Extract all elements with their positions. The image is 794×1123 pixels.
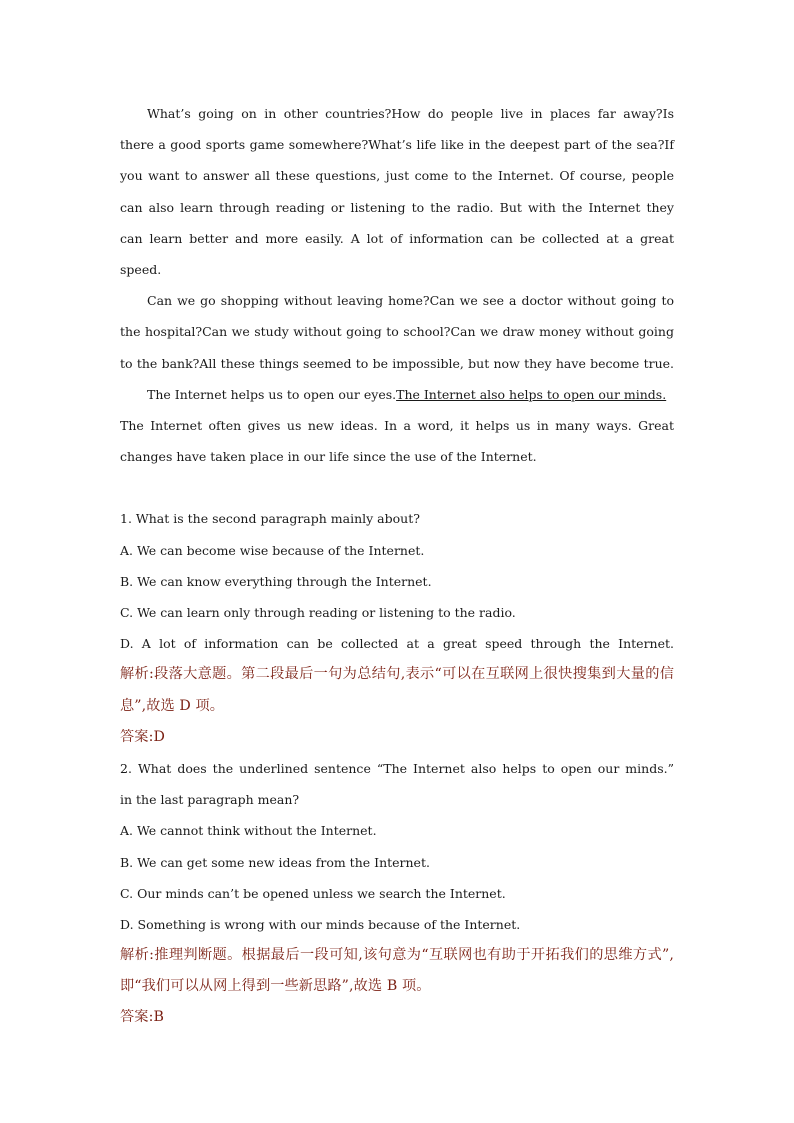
option-b: B. We can know everything through the Internet. [120,573,432,589]
question-stem: 2. What does the underlined sentence “The Internet also helps to open our minds.” [120,760,674,776]
option-d: D. A lot of information can be collected at a great speed through the Internet. [120,636,674,652]
text-line: there a good sports game somewhere?What’s life like in the deepest part of the sea?If [120,137,674,153]
text-line: the hospital?Can we study without going to school?Can we draw money without going [120,324,674,340]
option-c: C. We can learn only through reading or listening to the radio. [120,605,516,620]
option-d: D. Something is wrong with our minds because of the Internet. [120,916,521,932]
text-line: can learn better and more easily. A lot of information can be collected at a great [120,230,674,246]
passage-paragraph-1 [120,98,674,285]
option-a: A. We cannot think without the Internet. [120,823,377,839]
question-stem: in the last paragraph mean? [120,792,300,808]
analysis-text: 息”,故选 D 项。 [120,697,225,714]
analysis-text: 解析:段落大意题。第二段最后一句为总结句,表示“可以在互联网上很快搜集到大量的信 [120,666,674,683]
answer-text: 答案:D [120,728,165,745]
text-line: changes have taken place in our life since the use of the Internet. [120,449,537,465]
text-line: can also learn through reading or listening to the radio. But with the Internet they [120,199,674,215]
text-line: Can we go shopping without leaving home?Can we see a doctor without going to [147,293,674,309]
question-stem: 1. What is the second paragraph mainly about? [120,511,420,527]
spacer [120,472,674,503]
passage-paragraph-3 [120,379,674,473]
text-line [120,379,674,410]
text-line: you want to answer all these questions, just come to the Internet. Of course, people [120,168,674,184]
analysis-text: 即“我们可以从网上得到一些新思路”,故选 B 项。 [120,978,431,995]
option-a: A. We can become wise because of the Internet. [120,542,425,558]
text-line: The Internet often gives us new ideas. In a word, it helps us in many ways. Great [120,417,674,433]
text-line: What’s going on in other countries?How do people live in places far away?Is [147,106,674,121]
sentence: The Internet helps us to open our eyes. [147,386,397,402]
option-c: C. Our minds can’t be opened unless we search the Internet. [120,885,506,901]
question-2 [120,753,674,1034]
analysis-text: 解析:推理判断题。根据最后一段可知,该句意为“互联网也有助于开拓我们的思维方式”, [120,947,674,964]
option-b: B. We can get some new ideas from the Internet. [120,854,430,870]
text-line: speed. [120,261,162,277]
document-page [120,98,674,1034]
answer-text: 答案:B [120,1009,164,1026]
text-line: to the bank?All these things seemed to be impossible, but now they have become true. [120,355,674,371]
passage-paragraph-2 [120,285,674,379]
underlined-sentence: The Internet also helps to open our minds. [396,386,667,402]
question-1 [120,503,674,753]
